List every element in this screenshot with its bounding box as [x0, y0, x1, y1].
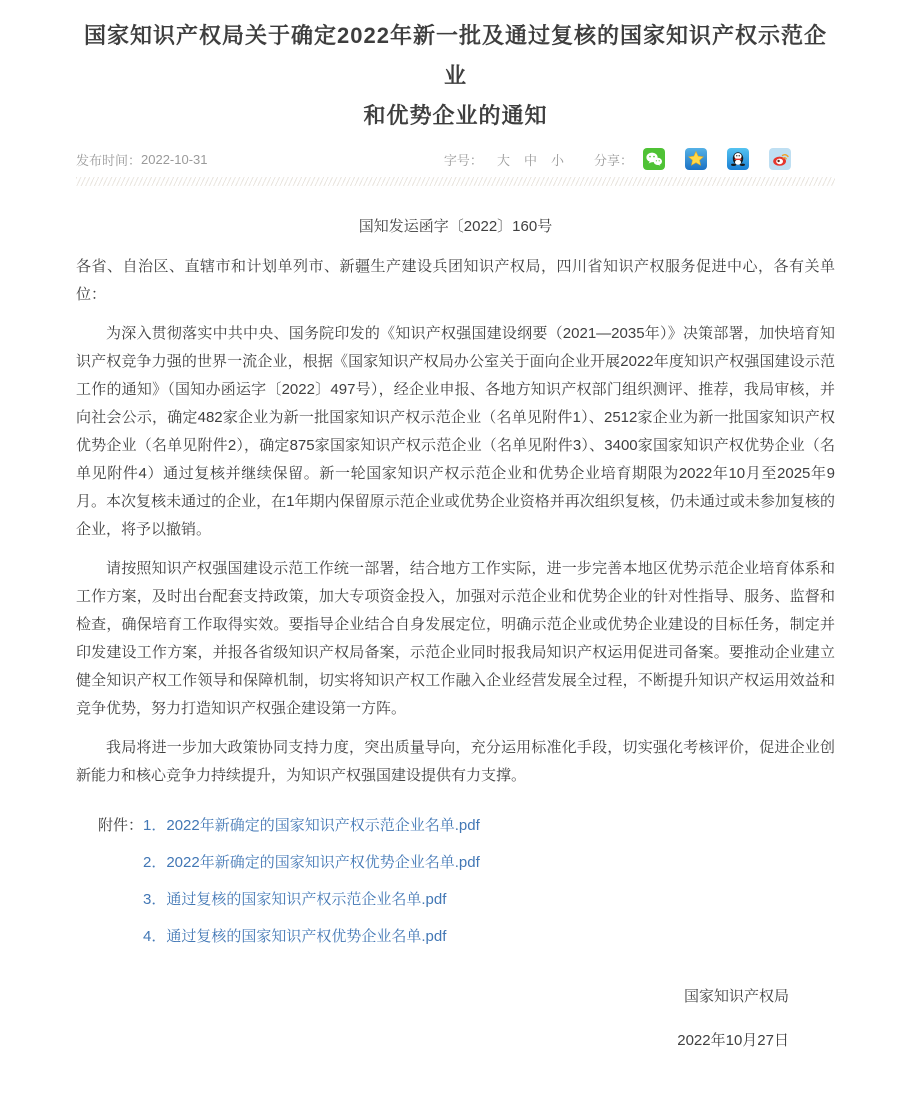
- attachment-row-3: [143, 886, 835, 914]
- doc-number: 国知发运函字〔2022〕160号: [358, 218, 553, 235]
- page-title-line1: 国家知识产权局关于确定2022年新一批及通过复核的国家知识产权示范企业: [84, 23, 827, 88]
- font-size-label: 字号：: [443, 152, 483, 168]
- attachment-link-3[interactable]: 3．通过复核的国家知识产权示范企业名单.pdf: [143, 891, 447, 908]
- share-icon-group: [643, 148, 791, 170]
- publish-time-value: 2022-10-31: [141, 151, 208, 167]
- salutation: 各省、自治区、直辖市和计划单列市、新疆生产建设兵团知识产权局，四川省知识产权服务促进中心，各有关单位：: [76, 258, 835, 303]
- issuer-signature: 国家知识产权局: [683, 988, 789, 1005]
- meta-bar: [76, 146, 835, 172]
- attachment-link-4[interactable]: 4．通过复核的国家知识产权优势企业名单.pdf: [143, 928, 447, 945]
- qzone-share-icon[interactable]: [685, 148, 707, 170]
- page-title: [76, 0, 835, 136]
- publish-time-label: 发布时间：: [76, 152, 142, 168]
- font-size-large[interactable]: 大: [496, 152, 510, 168]
- meta-actions: [444, 148, 835, 170]
- attachment-link-1[interactable]: 1．2022年新确定的国家知识产权示范企业名单.pdf: [143, 817, 480, 834]
- share-label: 分享：: [593, 152, 633, 168]
- font-size-small[interactable]: 小: [550, 152, 564, 168]
- weibo-share-icon[interactable]: [769, 148, 791, 170]
- attachments-label: 附件：: [98, 817, 144, 834]
- paragraph-1: 为深入贯彻落实中共中央、国务院印发的《知识产权强国建设纲要（2021—2035年）》决策部署，加快培育知识产权竞争力强的世界一流企业，根据《国家知识产权局办公室关于面向企业开展2022年度知识产权强国建设示范工作的通知》（国知办函运字〔2022〕497号），经企业申报、各地方知识产权部门组织测评、推荐，我局审核，并向社会公示，确定482家企业为新一批国家知识产权示范企业（名单见附件1）、2512家企业为新一批国家知识产权优势企业（名单见附件2），确定875家国家知识产权示范企业（名单见附件3）、3400家国家知识产权优势企业（名单见附件4）通过复核并继续保留。新一轮国家知识产权示范企业和优势企业培育期限为2022年10月至2025年9月。本次复核未通过的企业，在1年期内保留原示范企业或优势企业资格并再次组织复核，仍未通过或未参加复核的企业，将予以撤销。: [76, 325, 835, 538]
- notice-body: [76, 213, 835, 1093]
- qq-share-icon[interactable]: [727, 148, 749, 170]
- paragraph-3: 我局将进一步加大政策协同支持力度，突出质量导向，充分运用标准化手段，切实强化考核评价，促进企业创新能力和核心竞争力持续提升，为知识产权强国建设提供有力支撑。: [76, 739, 835, 784]
- attachment-link-2[interactable]: 2．2022年新确定的国家知识产权优势企业名单.pdf: [143, 854, 480, 871]
- attachment-list: [76, 812, 835, 951]
- issue-date: 2022年10月27日: [677, 1032, 789, 1049]
- attachment-row-1: [98, 812, 835, 840]
- wechat-share-icon[interactable]: [643, 148, 665, 170]
- attachment-row-2: [143, 849, 835, 877]
- paragraph-2: 请按照知识产权强国建设示范工作统一部署，结合地方工作实际，进一步完善本地区优势示范企业培育体系和工作方案，及时出台配套支持政策，加大专项资金投入，加强对示范企业和优势企业的针对性指导、服务、监督和检查，确保培育工作取得实效。要指导企业结合自身发展定位，明确示范企业或优势企业建设的目标任务，制定并印发建设工作方案，并报各省级知识产权局备案，示范企业同时报我局知识产权运用促进司备案。要推动企业建立健全知识产权工作领导和保障机制，切实将知识产权工作融入企业经营发展全过程，不断提升知识产权运用效益和竞争优势，努力打造知识产权强企建设第一方阵。: [76, 560, 835, 717]
- hatched-divider: [76, 177, 835, 186]
- attachment-row-4: [143, 923, 835, 951]
- publish-time: [76, 150, 208, 169]
- page-title-line2: 和优势企业的通知: [363, 103, 548, 128]
- font-size-medium[interactable]: 中: [523, 152, 537, 168]
